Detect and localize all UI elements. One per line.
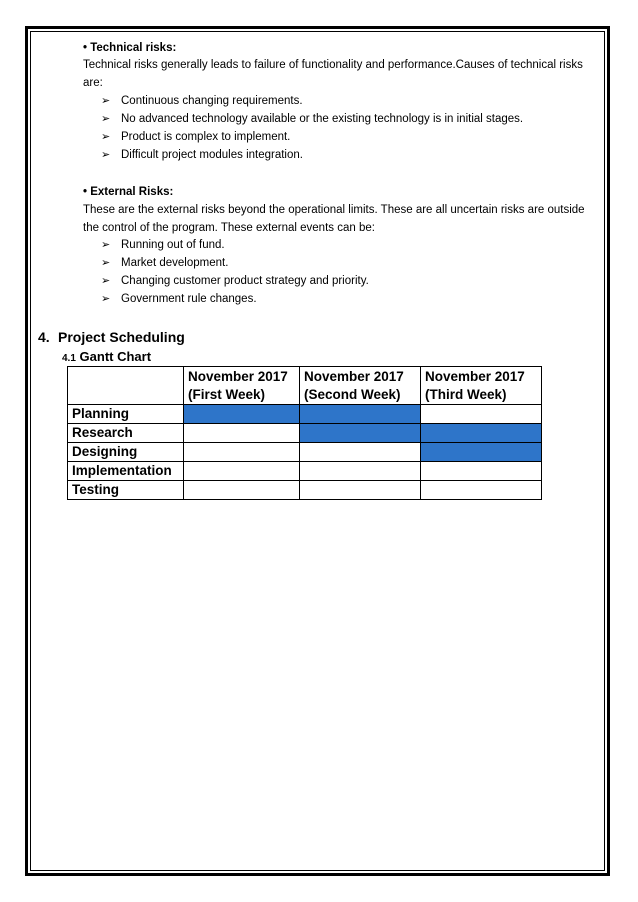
external-risks-heading: • External Risks: xyxy=(83,186,174,198)
gantt-cell-empty xyxy=(421,481,542,500)
external-risk-item xyxy=(101,274,369,288)
technical-risks-intro-line2: are: xyxy=(83,77,103,89)
arrow-bullet-icon: ➢ xyxy=(101,113,111,125)
gantt-task-label: Implementation xyxy=(68,462,184,481)
gantt-table xyxy=(67,366,542,500)
gantt-task-label: Research xyxy=(68,424,184,443)
technical-risk-item-text: Difficult project modules integration. xyxy=(121,149,303,161)
gantt-row xyxy=(68,481,542,500)
subsection-title-text: Gantt Chart xyxy=(79,349,152,364)
arrow-bullet-icon: ➢ xyxy=(101,257,111,269)
external-risk-item-text: Changing customer product strategy and priority. xyxy=(121,275,369,287)
arrow-bullet-icon: ➢ xyxy=(101,131,111,143)
gantt-header-row xyxy=(68,367,542,405)
gantt-column-month: November 2017 xyxy=(304,369,404,384)
gantt-column-week: (Third Week) xyxy=(425,387,507,402)
gantt-cell-active xyxy=(421,443,542,462)
gantt-cell-empty xyxy=(300,443,421,462)
external-risk-item xyxy=(101,292,257,306)
gantt-column-week: (Second Week) xyxy=(304,387,401,402)
external-risks-intro-line1: These are the external risks beyond the operational limits. These are all uncertain risks are outside xyxy=(83,204,585,216)
gantt-row xyxy=(68,405,542,424)
gantt-column-header xyxy=(421,367,542,405)
technical-risk-item xyxy=(101,148,303,162)
external-risk-item xyxy=(101,238,225,252)
gantt-row xyxy=(68,443,542,462)
technical-risk-item-text: No advanced technology available or the existing technology is in initial stages. xyxy=(121,113,524,125)
technical-risk-item xyxy=(101,130,290,144)
section-number: 4. xyxy=(38,329,50,345)
arrow-bullet-icon: ➢ xyxy=(101,95,111,107)
external-risks-intro-line2: the control of the program. These external events can be: xyxy=(83,222,375,234)
gantt-corner-cell xyxy=(68,367,184,405)
technical-risks-heading: • Technical risks: xyxy=(83,42,177,54)
external-risk-item xyxy=(101,256,228,270)
arrow-bullet-icon: ➢ xyxy=(101,239,111,251)
gantt-cell-empty xyxy=(300,481,421,500)
gantt-cell-empty xyxy=(184,424,300,443)
gantt-task-label: Planning xyxy=(68,405,184,424)
gantt-cell-empty xyxy=(184,462,300,481)
external-risk-item-text: Running out of fund. xyxy=(121,239,225,251)
gantt-column-header xyxy=(184,367,300,405)
technical-risk-item-text: Product is complex to implement. xyxy=(121,131,291,143)
gantt-column-month: November 2017 xyxy=(188,369,288,384)
subsection-title xyxy=(62,349,151,366)
gantt-cell-active xyxy=(421,424,542,443)
gantt-cell-active xyxy=(300,405,421,424)
gantt-cell-empty xyxy=(421,405,542,424)
arrow-bullet-icon: ➢ xyxy=(101,149,111,161)
external-risks-intro xyxy=(83,201,603,237)
gantt-row xyxy=(68,424,542,443)
technical-risk-item xyxy=(101,112,523,126)
technical-risks-intro-line1: Technical risks generally leads to failure of functionality and performance.Causes of technical risks xyxy=(83,59,583,71)
technical-risks-intro xyxy=(83,56,603,92)
gantt-column-week: (First Week) xyxy=(188,387,266,402)
gantt-row xyxy=(68,462,542,481)
gantt-task-label: Designing xyxy=(68,443,184,462)
technical-risk-item-text: Continuous changing requirements. xyxy=(121,95,303,107)
external-risk-item-text: Market development. xyxy=(121,257,229,269)
arrow-bullet-icon: ➢ xyxy=(101,293,111,305)
gantt-column-month: November 2017 xyxy=(425,369,525,384)
gantt-cell-empty xyxy=(184,481,300,500)
section-title-text: Project Scheduling xyxy=(58,329,185,345)
gantt-cell-empty xyxy=(184,443,300,462)
gantt-cell-empty xyxy=(300,462,421,481)
section-title xyxy=(38,329,185,345)
subsection-number: 4.1 xyxy=(62,353,76,364)
external-risk-item-text: Government rule changes. xyxy=(121,293,257,305)
gantt-cell-empty xyxy=(421,462,542,481)
arrow-bullet-icon: ➢ xyxy=(101,275,111,287)
gantt-cell-active xyxy=(184,405,300,424)
gantt-task-label: Testing xyxy=(68,481,184,500)
gantt-cell-active xyxy=(300,424,421,443)
gantt-column-header xyxy=(300,367,421,405)
technical-risk-item xyxy=(101,94,303,108)
